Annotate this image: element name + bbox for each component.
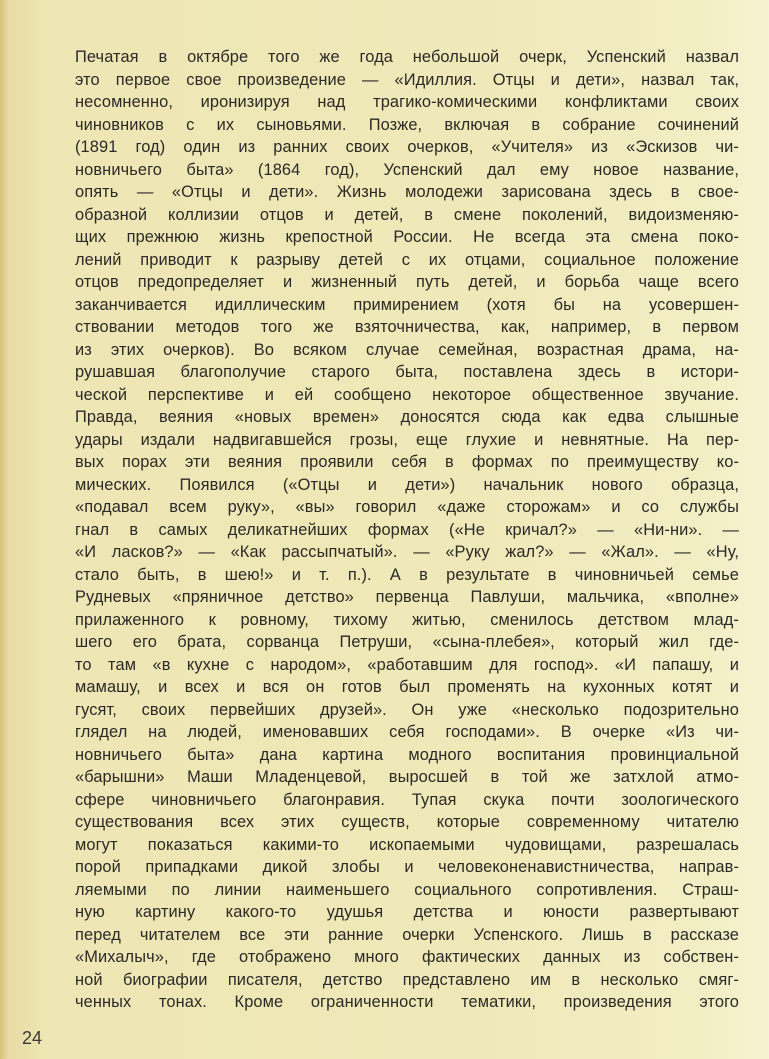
text-line: щих прежнюю жизнь крепостной России. Не всегда эта смена поко- (75, 228, 739, 246)
text-line: лений приводит к разрыву детей с их отцами, социальное положение (75, 250, 739, 269)
text-line: Печатая в октябре того же года небольшой очерк, Успенский назвал (75, 48, 739, 66)
text-line: сфере чиновничьего благонравия. Тупая скука почти зоологического (75, 790, 739, 809)
text-line: ческой перспективе и ей сообщено некоторое общественное звучание. (75, 385, 739, 404)
text-line: могут показаться какими-то ископаемыми чудовищами, разрешалась (75, 835, 739, 854)
text-line: новничьего быта» (1864 год), Успенский дал ему новое название, (75, 160, 739, 179)
page-number: 24 (22, 1028, 43, 1048)
text-line: вых порах эти веяния проявили себя в формах по преимуществу ко- (75, 453, 739, 471)
text-line: порой припадками дикой злобы и человеконенавистничества, направ- (75, 858, 739, 876)
text-line: Правда, веяния «новых времен» доносятся сюда как едва слышные (75, 408, 739, 426)
text-line: опять — «Отцы и дети». Жизнь молодежи зарисована здесь в свое- (75, 183, 739, 201)
text-line: мамашу, и всех и вся он готов был променять на кухонных котят и (75, 678, 739, 696)
text-line: Рудневых «пряничное детство» первенца Павлуши, мальчика, «вполне» (75, 588, 739, 606)
body-text (75, 46, 739, 1014)
text-line: ляемыми по линии наименьшего социального сопротивления. Страш- (75, 880, 739, 899)
text-line: это первое свое произведение — «Идиллия. Отцы и дети», назвал так, (75, 70, 739, 89)
text-line: гнал в самых деликатнейших формах («Не кричал?» — «Ни-ни». — (75, 520, 739, 539)
text-line: рушавшая благополучие старого быта, поставлена здесь в истори- (75, 363, 739, 381)
text-line: прилаженного к ровному, тихому житью, сменилось детством млад- (75, 610, 739, 629)
text-line: «И ласков?» — «Как рассыпчатый». — «Руку жал?» — «Жал». — «Ну, (75, 543, 739, 561)
text-line: «подавал всем руку», «вы» говорил «даже сторожам» и со службы (75, 498, 739, 516)
text-line: глядел на людей, именовавших себя господами». В очерке «Из чи- (75, 723, 739, 741)
text-line: гусят, своих первейших друзей». Он уже «несколько подозрительно (75, 700, 739, 719)
text-line: удары издали надвигавшейся грозы, еще глухие и невнятные. На пер- (75, 430, 739, 449)
text-line: чиновников с их сыновьями. Позже, включая в собрание сочинений (75, 115, 739, 134)
text-line: мических. Появился («Отцы и дети») начальник нового образца, (75, 475, 739, 494)
text-line: заканчивается идиллическим примирением (хотя бы на усовершен- (75, 295, 739, 314)
text-line: «Михалыч», где отображено много фактических данных из собствен- (75, 948, 739, 966)
text-line: ной биографии писателя, детство представлено им в несколько смяг- (75, 970, 739, 989)
text-line: несомненно, иронизируя над трагико-комическими конфликтами своих (75, 93, 739, 111)
text-line: «барышни» Маши Младенцевой, выросшей в той же затхлой атмо- (75, 768, 739, 786)
text-line: перед читателем все эти ранние очерки Успенского. Лишь в рассказе (75, 925, 739, 944)
text-line: то там «в кухне с народом», «работавшим для господ». «И папашу, и (75, 655, 739, 674)
text-line: образной коллизии отцов и детей, в смене поколений, видоизменяю- (75, 205, 739, 224)
text-line: шего его брата, сорванца Петруши, «сына-плебея», который жил где- (75, 633, 739, 651)
text-line: отцов предопределяет и жизненный путь детей, и борьба чаще всего (75, 273, 739, 291)
text-line: ченных тонах. Кроме ограниченности тематики, произведения этого (75, 993, 739, 1011)
text-line: существования всех этих существ, которые современному читателю (75, 813, 739, 831)
text-line: (1891 год) один из ранних своих очерков, «Учителя» из «Эскизов чи- (75, 138, 739, 156)
text-line: ствовании методов того же взяточничества, как, например, в первом (75, 318, 739, 336)
text-line: из этих очерков). Во всяком случае семейная, возрастная драма, на- (75, 340, 739, 359)
text-line: стало быть, в шею!» и т. п.). А в результате в чиновничьей семье (75, 565, 739, 584)
text-line: ную картину какого-то удушья детства и юности развертывают (75, 903, 739, 921)
page-spine-shadow (0, 0, 8, 1059)
text-line: новничьего быта» дана картина модного воспитания провинциальной (75, 745, 739, 764)
